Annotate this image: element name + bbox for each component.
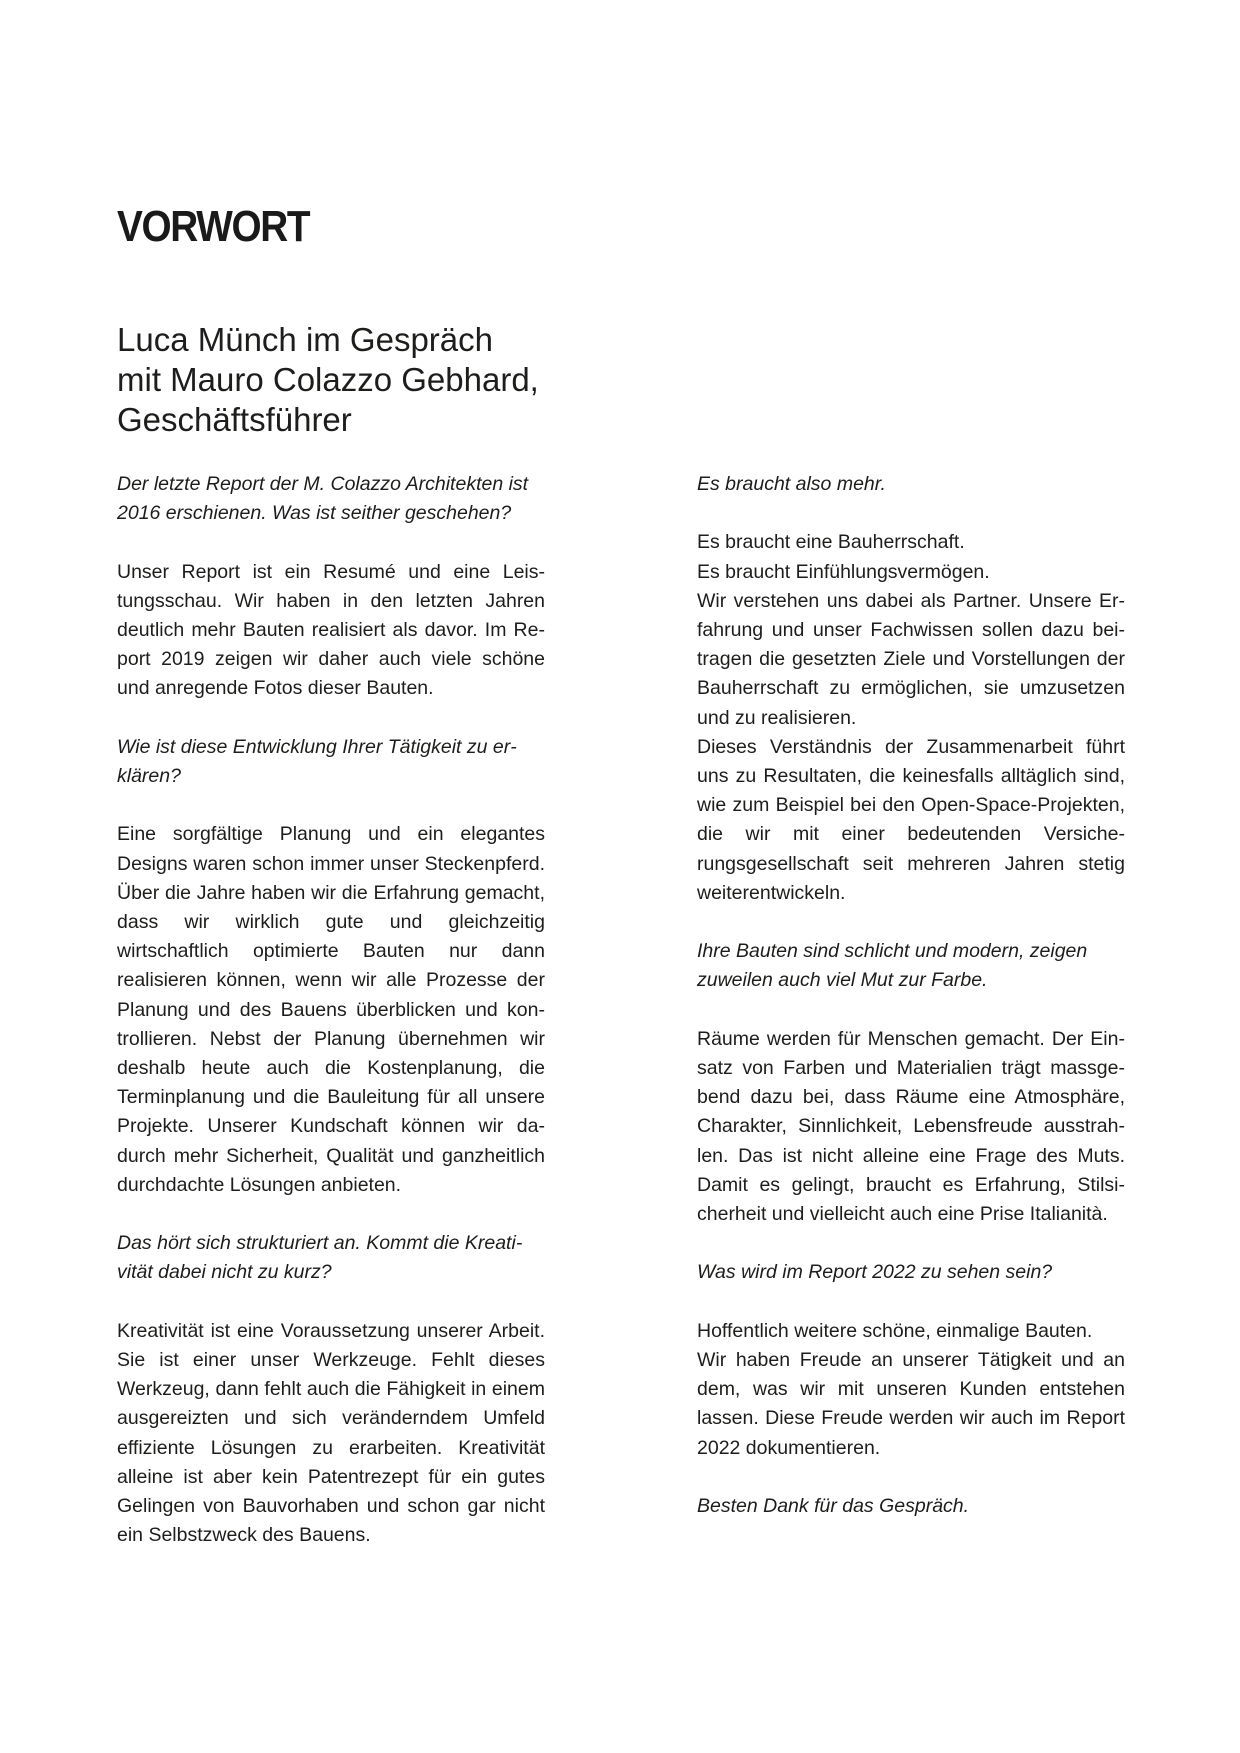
answer-line: Dieses Verständnis der Zusammenarbeit führt uns zu Resultaten, die keinesfalls alltäglich sind, wie zum Beispiel bei den Open-Space-Projekten, die wir mit einer bedeutenden Versicherungsgesellschaft seit mehreren Jahren stetig weiterentwickeln. [697, 735, 1125, 904]
interview-question: Ihre Bauten sind schlicht und modern, zeigen zuweilen auch viel Mut zur Farbe. [697, 940, 1088, 992]
interview-question: Was wird im Report 2022 zu sehen sein? [697, 1261, 1053, 1284]
subtitle-line: mit Mauro Colazzo Gebhard, [117, 361, 539, 398]
interview-question: Es braucht also mehr. [697, 473, 886, 495]
interview-answer [697, 528, 1125, 908]
interview-question: Das hört sich strukturiert an. Kommt die Kreativität dabei nicht zu kurz? [117, 1232, 523, 1284]
answer-line: Hoffentlich weitere schöne, einmalige Bauten. [697, 1319, 1093, 1342]
interview-answer: Kreativität ist eine Voraussetzung unserer Arbeit. Sie ist einer unser Werkzeuge. Fehlt dieses Werkzeug, dann fehlt auch die Fähigkeit in einem ausgereizten und sich veränderndem Umfeld effiziente Lösungen zu erarbeiten. Kreativität alleine ist aber kein Patentrezept für ein gutes Gelingen von Bauvorhaben und schon gar nicht ein Selbstzweck des Bauens. [117, 1319, 545, 1547]
closing-remark: Besten Dank für das Gespräch. [697, 1495, 970, 1518]
subtitle-line: Geschäftsführer [117, 401, 352, 438]
interview-question: Der letzte Report der M. Colazzo Architekten ist 2016 erschienen. Was ist seither geschehen? [117, 473, 529, 525]
interview-question: Wie ist diese Entwicklung Ihrer Tätigkeit zu erklären? [117, 735, 517, 787]
answer-line: Wir haben Freude an unserer Tätigkeit und an dem, was wir mit unseren Kunden entstehen lassen. Diese Freude werden wir auch im Report 2022 dokumentieren. [697, 1349, 1125, 1459]
answer-line: Wir verstehen uns dabei als Partner. Unsere Erfahrung und unser Fachwissen sollen dazu beitragen die gesetzten Ziele und Vorstellungen der Bauherrschaft zu ermöglichen, sie umzusetzen und zu realisieren. [697, 589, 1125, 729]
answer-line: Es braucht eine Bauherrschaft. [697, 531, 965, 554]
answer-line: Es braucht Einfühlungsvermögen. [697, 560, 990, 583]
page-title: VORWORT [117, 202, 310, 251]
interview-answer: Eine sorgfältige Planung und ein elegantes Designs waren schon immer unser Steckenpferd. Über die Jahre haben wir die Erfahrung gemacht, dass wir wirklich gute und gleichzeitig wirtschaftlich optimierte Bauten nur dann realisieren können, wenn wir alle Prozesse der Planung und des Bauens überblicken und kontrollieren. Nebst der Planung übernehmen wir deshalb heute auch die Kostenplanung, die Terminplanung und die Bauleitung für all unsere Projekte. Unserer Kundschaft können wir dadurch mehr Sicherheit, Qualität und ganzheitlich durchdachte Lösungen anbieten. [117, 823, 545, 1196]
left-column [117, 470, 545, 1580]
interview-answer [697, 1317, 1125, 1463]
interview-answer: Unser Report ist ein Resumé und eine Leistungsschau. Wir haben in den letzten Jahren deutlich mehr Bauten realisiert als davor. Im Report 2019 zeigen wir daher auch viele schöne und anregende Fotos dieser Bauten. [117, 560, 545, 700]
right-column [697, 470, 1125, 1550]
interview-answer: Räume werden für Menschen gemacht. Der Einsatz von Farben und Materialien trägt massgebend dazu bei, dass Räume eine Atmosphäre, Charakter, Sinnlichkeit, Lebensfreude ausstrahlen. Das ist nicht alleine eine Frage des Muts. Damit es gelingt, braucht es Erfahrung, Stilsicherheit und vielleicht auch eine Prise Italianità. [697, 1027, 1125, 1226]
interview-subtitle [117, 320, 597, 440]
subtitle-line: Luca Münch im Gespräch [117, 321, 494, 358]
